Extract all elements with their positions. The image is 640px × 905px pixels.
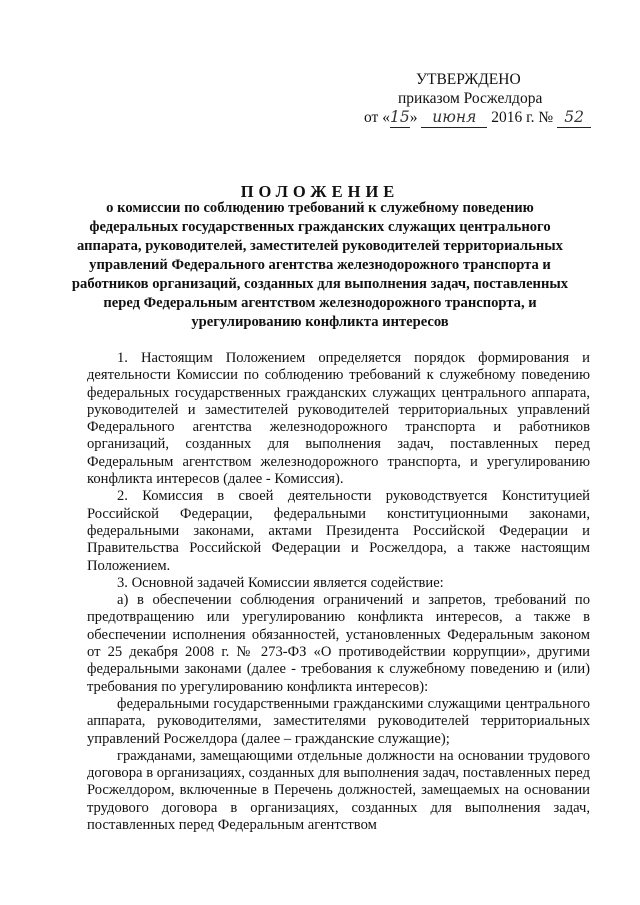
paragraph-3: 3. Основной задачей Комиссии является содействие:: [117, 574, 444, 591]
paragraph-3a-employees: гражданами, замещающими отдельные должности на основании трудового договора в организациях, созданных для выполнения задач, поставленных перед Росжелдором, включенные в Перечень должностей, замещаемых на основании трудового договора в организациях, созданных для выполнения задач, поставленных перед Федеральным агентством: [87, 747, 590, 834]
document-subtitle: о комиссии по соблюдению требований к служебному поведению федеральных государственных гражданских служащих центрального аппарата, руководителей, заместителей руководителей территориальных управлений Федерального агентства железнодорожного транспорта и работников организаций, созданных для выполнения задач, поставленных перед Федеральным агентством железнодорожного транспорта, и урегулированию конфликта интересов: [71, 200, 569, 330]
paragraph-1: 1. Настоящим Положением определяется порядок формирования и деятельности Комиссии по соблюдению требований к служебному поведению федеральных государственных гражданских служащих центрального аппарата, руководителей и заместителей руководителей территориальных управлений Федерального агентства железнодорожного транспорта и работников организаций, созданных для выполнения задач, поставленных перед Федеральным агентством железнодорожного транспорта, и урегулированию конфликта интересов (далее - Комиссия).: [87, 350, 590, 488]
date-month-handwritten: июня: [421, 108, 487, 128]
paragraph-3a: а) в обеспечении соблюдения ограничений и запретов, требований по предотвращению или урегулированию конфликта интересов, а также в обеспечении исполнения обязанностей, установленных Федеральным законом от 25 декабря 2008 г. № 273-ФЗ «О противодействии коррупции», другими федеральными законами (далее - требования к служебному поведению и (или) требования по урегулированию конфликта интересов):: [87, 592, 590, 695]
document-body: [87, 350, 590, 834]
date-day-handwritten: 15: [389, 108, 410, 126]
date-prefix: от «: [364, 109, 390, 126]
approval-order: приказом Росжелдора: [398, 90, 543, 107]
approval-date-line: [364, 108, 591, 128]
paragraph-2: 2. Комиссия в своей деятельности руководствуется Конституцией Российской Федерации, федеральными конституционными законами, федеральными законами, актами Президента Российской Федерации и Правительства Российской Федерации и Росжелдора, а также настоящим Положением.: [87, 488, 590, 574]
order-number-handwritten: 52: [557, 108, 591, 128]
approval-heading: УТВЕРЖДЕНО: [416, 71, 521, 88]
paragraph-3a-civil-servants: федеральными государственными гражданскими служащими центрального аппарата, руководителями, заместителями руководителей территориальных управлений Росжелдора (далее – гражданские служащие);: [87, 695, 590, 747]
date-mid: »: [409, 109, 418, 126]
document-title: ПОЛОЖЕНИЕ: [240, 182, 400, 201]
date-year: 2016 г. №: [491, 109, 554, 126]
